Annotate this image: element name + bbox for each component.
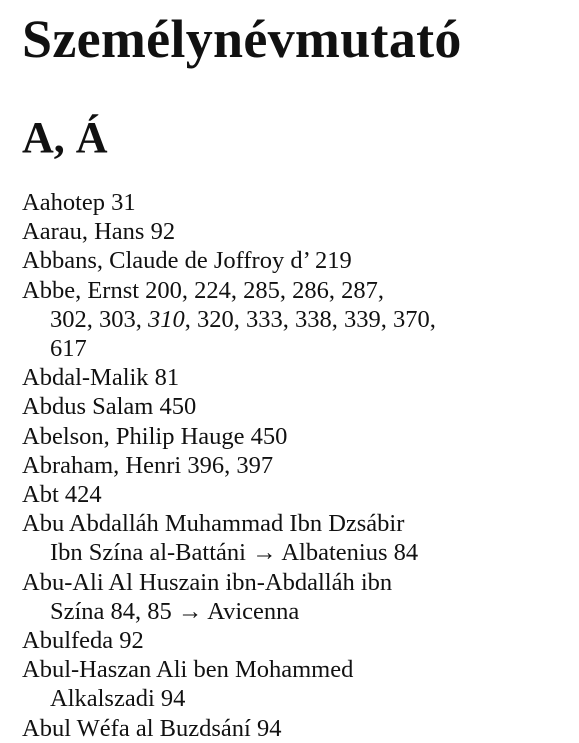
index-entry-line: Aarau, Hans 92 bbox=[22, 218, 176, 246]
index-entry-line: Abul-Haszan Ali ben Mohammed bbox=[22, 656, 354, 684]
index-entry-line: Abul Wéfa al Buzdsání 94 bbox=[22, 714, 282, 742]
index-entry bbox=[22, 188, 574, 217]
index-entry-continuation: Ibn Szína al-Battáni → Albatenius 84 bbox=[50, 539, 419, 567]
index-entry bbox=[22, 451, 574, 480]
index-entry bbox=[22, 568, 574, 626]
index-entry-line: Abdal-Malik 81 bbox=[22, 364, 180, 392]
index-entry bbox=[22, 422, 574, 451]
index-entry bbox=[22, 276, 574, 364]
index-entry-line: Abbans, Claude de Joffroy d’ 219 bbox=[22, 247, 352, 275]
page-ref-text: 302, 303, bbox=[50, 305, 148, 333]
index-entry-line: Abbe, Ernst 200, 224, 285, 286, 287, bbox=[22, 276, 385, 304]
italic-page-ref: 310 bbox=[148, 305, 185, 333]
index-entry-line: Abraham, Henri 396, 397 bbox=[22, 451, 274, 479]
index-entry bbox=[22, 655, 574, 713]
index-entry bbox=[22, 392, 574, 421]
index-entry-line: Abdus Salam 450 bbox=[22, 393, 197, 421]
index-entry bbox=[22, 246, 574, 275]
index-entry-list bbox=[22, 188, 574, 742]
page-ref-text: , 320, 333, 338, 339, 370, bbox=[184, 305, 436, 333]
index-entry bbox=[22, 217, 574, 246]
index-entry-line: Abulfeda 92 bbox=[22, 627, 144, 655]
index-entry bbox=[22, 480, 574, 509]
index-entry bbox=[22, 626, 574, 655]
index-entry-line: Abu Abdalláh Muhammad Ibn Dzsábir bbox=[22, 510, 405, 538]
page-title: Személynévmutató bbox=[22, 9, 462, 69]
index-entry-continuation: Szína 84, 85 → Avicenna bbox=[50, 597, 300, 625]
index-entry-continuation: Alkalszadi 94 bbox=[50, 685, 186, 713]
index-entry-continuation: 617 bbox=[50, 335, 87, 363]
index-entry-continuation bbox=[22, 305, 574, 334]
index-entry-line: Abelson, Philip Hauge 450 bbox=[22, 422, 288, 450]
index-entry-line: Abu-Ali Al Huszain ibn-Abdalláh ibn bbox=[22, 568, 393, 596]
index-entry bbox=[22, 714, 574, 742]
index-entry-line: Aahotep 31 bbox=[22, 189, 136, 216]
index-entry bbox=[22, 509, 574, 567]
index-entry bbox=[22, 363, 574, 392]
index-entry-line: Abt 424 bbox=[22, 481, 102, 509]
section-heading: A, Á bbox=[22, 113, 108, 162]
